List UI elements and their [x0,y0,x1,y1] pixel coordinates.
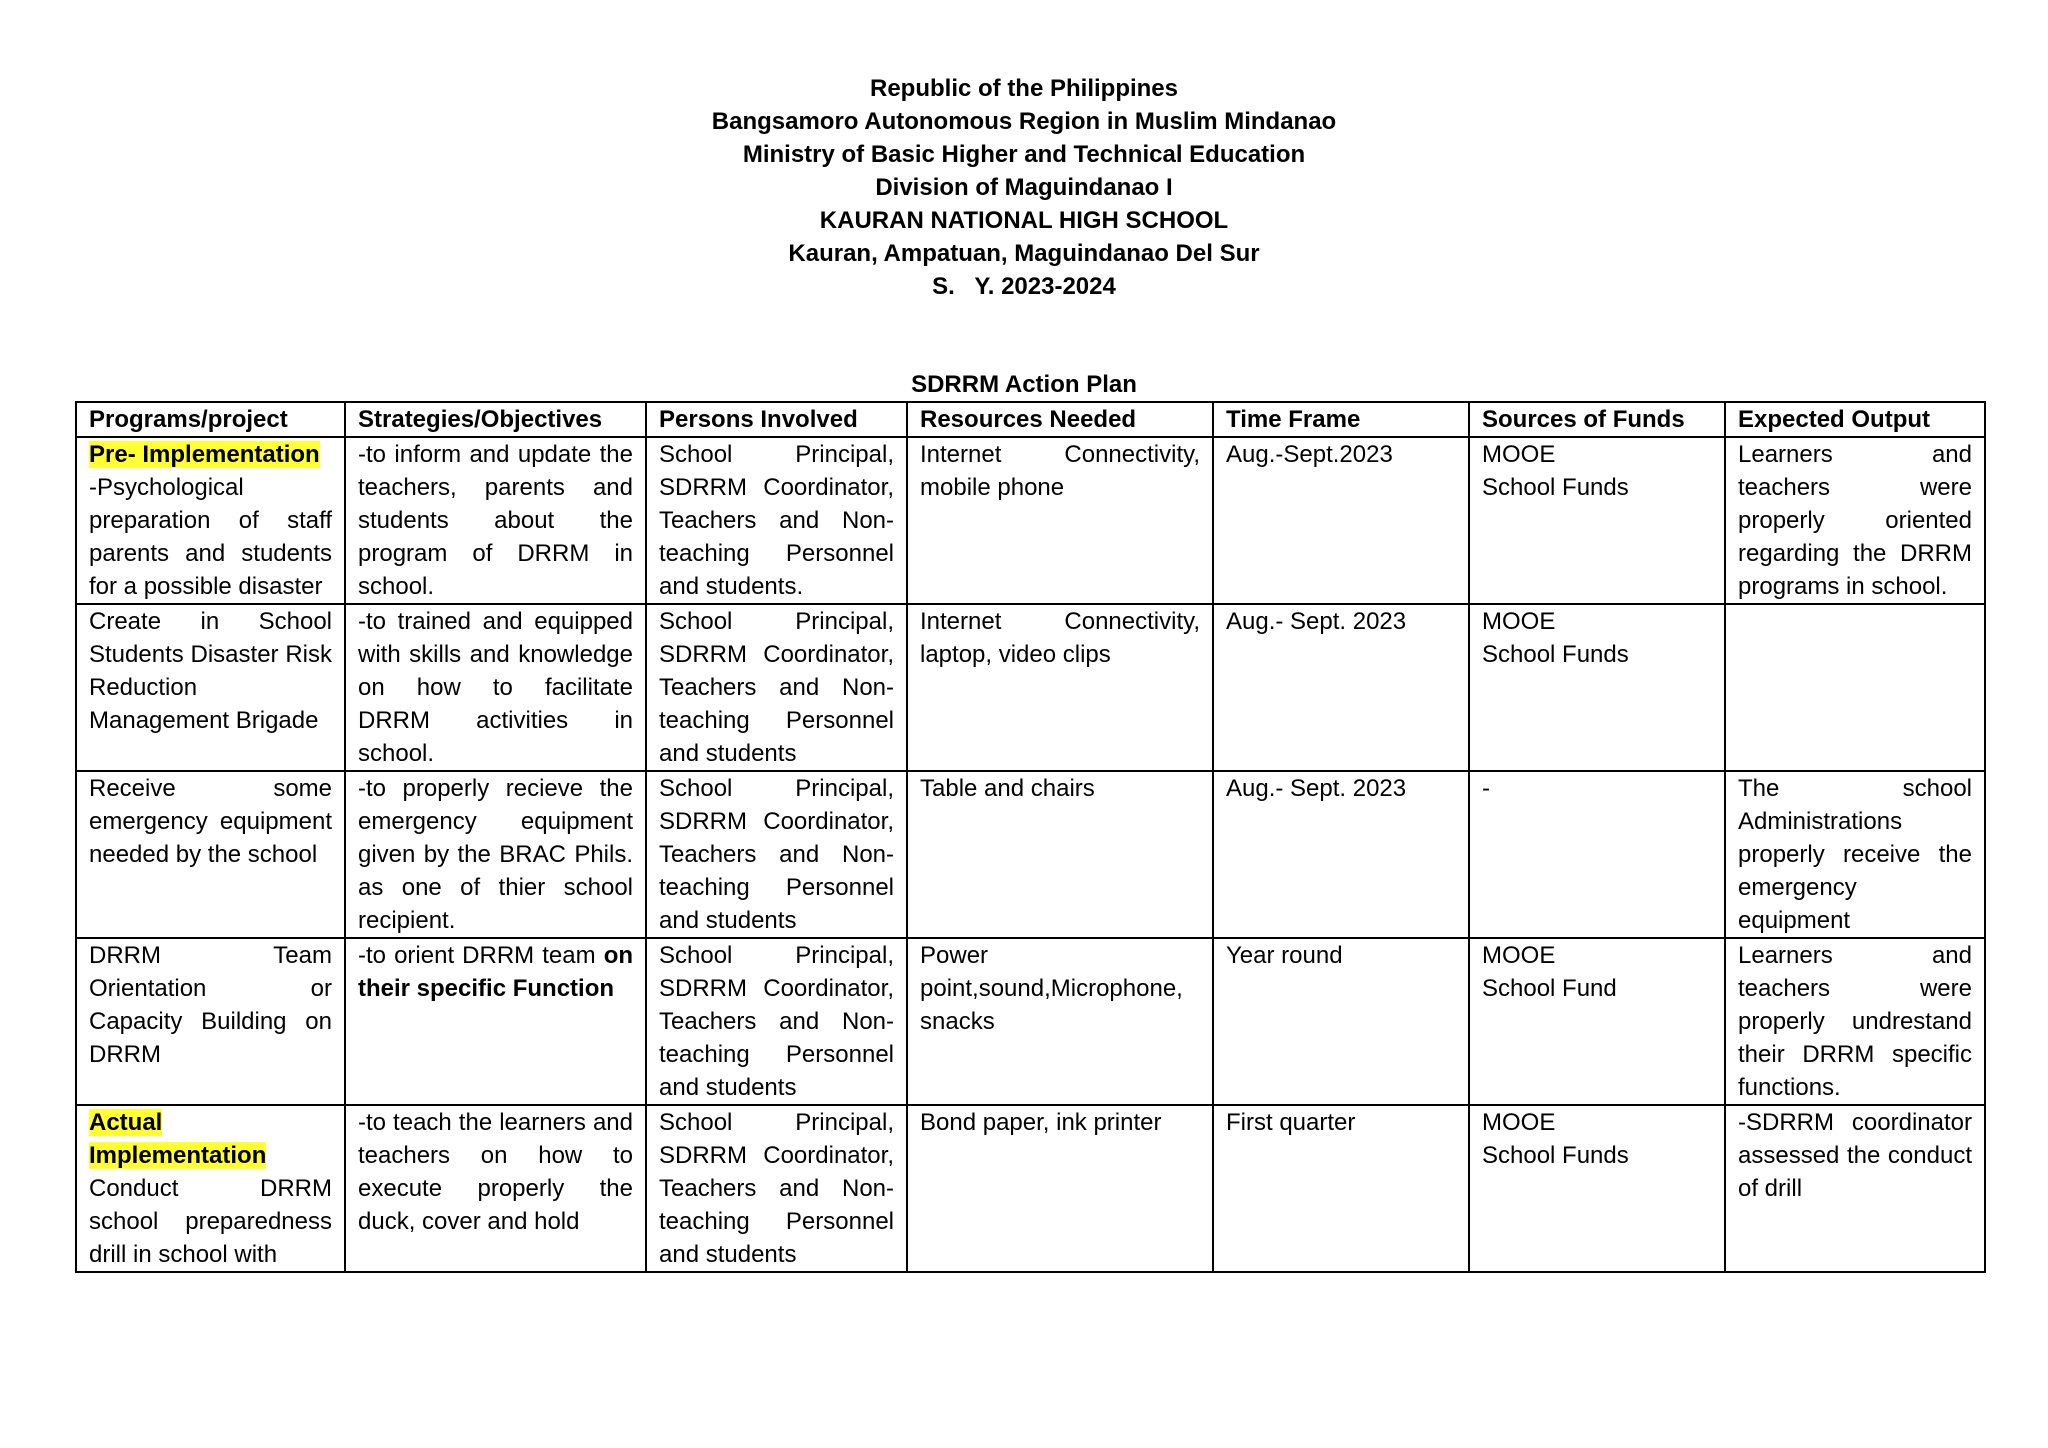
column-header-funds: Sources of Funds [1469,402,1725,437]
strategy-text: -to orient DRRM team [358,942,596,969]
strategy-cell: -to properly recieve the emergency equipment given by the BRAC Phils. as one of thier school recipient. [345,771,646,938]
program-text: -Psychological preparation of staff parents and students for a possible disaster [89,474,332,600]
strategy-cell: -to inform and update the teachers, parents and students about the program of DRRM in school. [345,437,646,604]
header-school-year: S. Y. 2023-2024 [932,273,1116,300]
fund-source: School Funds [1482,641,1629,668]
time-frame-cell: Year round [1213,938,1469,1105]
document-header [0,72,2048,303]
fund-source: MOOE [1482,1109,1556,1136]
persons-cell: School Principal, SDRRM Coordinator, Teachers and Non-teaching Personnel and students. [646,437,907,604]
fund-source: MOOE [1482,441,1556,468]
resources-cell: Power point,sound,Microphone, snacks [907,938,1213,1105]
fund-source: School Fund [1482,975,1617,1002]
column-header-output: Expected Output [1725,402,1985,437]
resources-cell: Table and chairs [907,771,1213,938]
program-cell: Receive some emergency equipment needed by the school [76,771,345,938]
strategy-cell: -to trained and equipped with skills and knowledge on how to facilitate DRRM activities in school. [345,604,646,771]
strategy-cell [345,938,646,1105]
time-frame-cell: Aug.-Sept.2023 [1213,437,1469,604]
funds-cell [1469,1105,1725,1272]
output-cell: Learners and teachers were properly oriented regarding the DRRM programs in school. [1725,437,1985,604]
time-frame-cell: Aug.- Sept. 2023 [1213,604,1469,771]
persons-cell: School Principal, SDRRM Coordinator, Teachers and Non-teaching Personnel and students [646,771,907,938]
header-school-address: Kauran, Ampatuan, Maguindanao Del Sur [788,240,1260,267]
column-header-time-frame: Time Frame [1213,402,1469,437]
header-division: Division of Maguindanao I [875,174,1173,201]
time-frame-cell: Aug.- Sept. 2023 [1213,771,1469,938]
strategy-text-bold: on their specific Function [358,942,634,1002]
persons-cell: School Principal, SDRRM Coordinator, Teachers and Non-teaching Personnel and students [646,1105,907,1272]
persons-cell: School Principal, SDRRM Coordinator, Teachers and Non-teaching Personnel and students [646,604,907,771]
action-plan-title: SDRRM Action Plan [911,371,1137,398]
funds-cell [1469,604,1725,771]
fund-source: - [1482,775,1490,802]
output-cell: -SDRRM coordinator assessed the conduct of drill [1725,1105,1985,1272]
table-row [76,604,1985,771]
table-row [76,1105,1985,1272]
program-text: Conduct DRRM school preparedness drill in school with [89,1175,332,1268]
program-cell [76,1105,345,1272]
funds-cell [1469,938,1725,1105]
column-header-strategies: Strategies/Objectives [345,402,646,437]
resources-cell: Bond paper, ink printer [907,1105,1213,1272]
table-row [76,938,1985,1105]
column-header-persons: Persons Involved [646,402,907,437]
header-ministry: Ministry of Basic Higher and Technical Education [742,141,1306,168]
phase-label-highlight: Actual Implementation [89,1109,267,1169]
table-row [76,771,1985,938]
resources-cell: Internet Connectivity, mobile phone [907,437,1213,604]
table-row [76,437,1985,604]
column-header-programs: Programs/project [76,402,345,437]
resources-cell: Internet Connectivity, laptop, video clips [907,604,1213,771]
header-region: Bangsamoro Autonomous Region in Muslim Mindanao [711,108,1337,135]
header-republic: Republic of the Philippines [869,75,1178,102]
fund-source: MOOE [1482,942,1556,969]
time-frame-cell: First quarter [1213,1105,1469,1272]
program-cell: Create in School Students Disaster Risk Reduction Management Brigade [76,604,345,771]
program-cell: DRRM Team Orientation or Capacity Building on DRRM [76,938,345,1105]
phase-label-highlight: Pre- Implementation [89,441,320,468]
funds-cell [1469,437,1725,604]
output-cell: The school Administrations properly receive the emergency equipment [1725,771,1985,938]
output-cell [1725,604,1985,771]
output-cell: Learners and teachers were properly undrestand their DRRM specific functions. [1725,938,1985,1105]
funds-cell [1469,771,1725,938]
table-header-row [76,402,1985,437]
fund-source: School Funds [1482,1142,1629,1169]
header-school-name: KAURAN NATIONAL HIGH SCHOOL [819,207,1229,234]
program-cell [76,437,345,604]
fund-source: MOOE [1482,608,1556,635]
strategy-cell: -to teach the learners and teachers on how to execute properly the duck, cover and hold [345,1105,646,1272]
persons-cell: School Principal, SDRRM Coordinator, Teachers and Non-teaching Personnel and students [646,938,907,1105]
column-header-resources: Resources Needed [907,402,1213,437]
action-plan-table [75,401,1986,1273]
fund-source: School Funds [1482,474,1629,501]
